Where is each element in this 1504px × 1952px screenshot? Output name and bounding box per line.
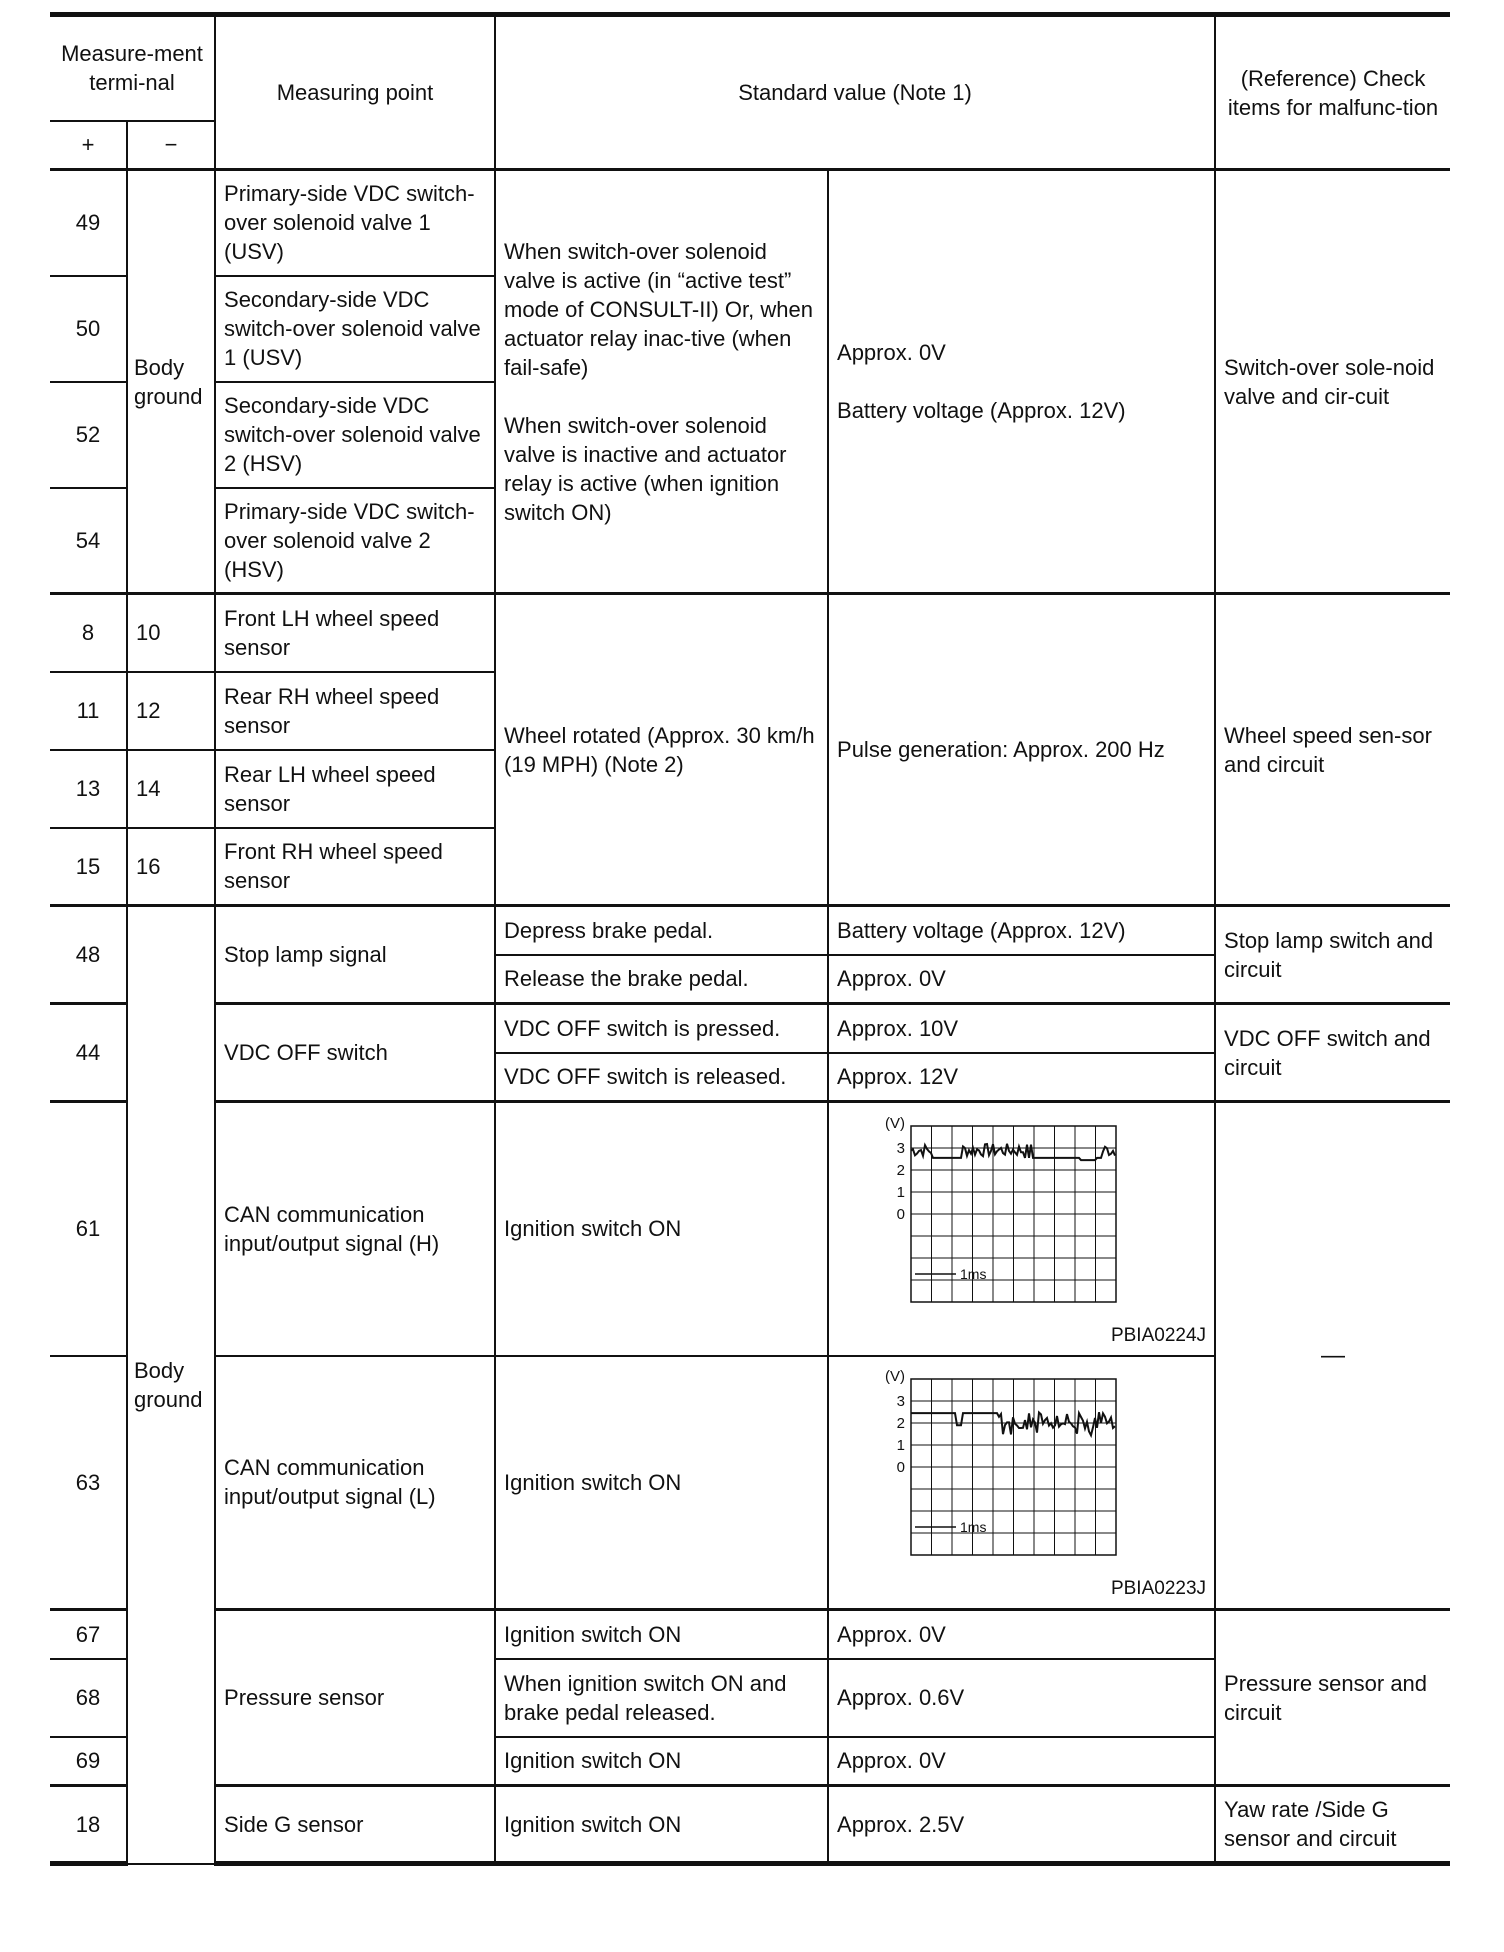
value-cell: Approx. 12V xyxy=(828,1053,1215,1102)
terminal-minus: 16 xyxy=(127,828,215,906)
measuring-point: Stop lamp signal xyxy=(215,906,495,1004)
condition-cell: Ignition switch ON xyxy=(495,1356,828,1610)
condition-cell: VDC OFF switch is released. xyxy=(495,1053,828,1102)
header-terminal: Measure-ment termi-nal xyxy=(50,15,215,121)
value-cell: Pulse generation: Approx. 200 Hz xyxy=(828,594,1215,906)
terminal-plus: 50 xyxy=(50,276,127,382)
terminal-plus: 61 xyxy=(50,1102,127,1356)
header-minus: − xyxy=(127,121,215,170)
value-cell xyxy=(828,170,1215,594)
value-cell: Approx. 0V xyxy=(828,955,1215,1004)
scope-tick-0: 0 xyxy=(896,1459,906,1477)
terminal-plus: 18 xyxy=(50,1786,127,1864)
terminal-plus: 8 xyxy=(50,594,127,672)
measuring-point: Side G sensor xyxy=(215,1786,495,1864)
scope-unit-label: (V) xyxy=(885,1369,906,1386)
figure-id: PBIA0224J xyxy=(1110,1324,1207,1346)
terminal-plus: 67 xyxy=(50,1610,127,1659)
check-item: Wheel speed sen-sor and circuit xyxy=(1215,594,1450,906)
scope-tick-0: 0 xyxy=(896,1205,906,1223)
table-row xyxy=(50,1004,1450,1053)
terminal-plus: 52 xyxy=(50,382,127,488)
check-item: Yaw rate /Side G sensor and circuit xyxy=(1215,1786,1450,1864)
condition-cell: Ignition switch ON xyxy=(495,1102,828,1356)
terminal-minus: 12 xyxy=(127,672,215,750)
can-l-waveform xyxy=(877,1369,1117,1569)
value-cell: Approx. 10V xyxy=(828,1004,1215,1053)
terminal-plus: 54 xyxy=(50,488,127,594)
condition-cell: Depress brake pedal. xyxy=(495,906,828,955)
scope-tick-2: 2 xyxy=(896,1415,906,1433)
table-row xyxy=(50,170,1450,276)
terminal-spec-table xyxy=(50,12,1450,1866)
value-cell: Approx. 2.5V xyxy=(828,1786,1215,1864)
scope-unit-label: (V) xyxy=(885,1115,906,1132)
terminal-minus: 14 xyxy=(127,750,215,828)
measuring-point: Pressure sensor xyxy=(215,1610,495,1786)
terminal-plus: 49 xyxy=(50,170,127,276)
check-item: Pressure sensor and circuit xyxy=(1215,1610,1450,1786)
waveform-cell xyxy=(828,1356,1215,1610)
scope-tick-1: 1 xyxy=(896,1183,906,1201)
value-cell: Approx. 0V xyxy=(828,1610,1215,1659)
measuring-point: Front RH wheel speed sensor xyxy=(215,828,495,906)
measuring-point: Primary-side VDC switch-over solenoid valve 2 (HSV) xyxy=(215,488,495,594)
terminal-minus: 10 xyxy=(127,594,215,672)
terminal-plus: 63 xyxy=(50,1356,127,1610)
value-cell: Battery voltage (Approx. 12V) xyxy=(828,906,1215,955)
table-row xyxy=(50,1786,1450,1864)
scope-tick-3: 3 xyxy=(896,1139,906,1157)
terminal-plus: 68 xyxy=(50,1659,127,1737)
condition-cell xyxy=(495,170,828,594)
measuring-point: Primary-side VDC switch-over solenoid valve 1 (USV) xyxy=(215,170,495,276)
scope-tick-2: 2 xyxy=(896,1161,906,1179)
header-plus: + xyxy=(50,121,127,170)
condition-cell: Release the brake pedal. xyxy=(495,955,828,1004)
table-row xyxy=(50,1610,1450,1659)
condition-inactive: When switch-over solenoid valve is inactive and actuator relay is active (when ignition switch ON) xyxy=(504,412,787,525)
measuring-point: Rear LH wheel speed sensor xyxy=(215,750,495,828)
check-item: VDC OFF switch and circuit xyxy=(1215,1004,1450,1102)
table-row xyxy=(50,594,1450,672)
measuring-point: CAN communication input/output signal (L) xyxy=(215,1356,495,1610)
measuring-point: Front LH wheel speed sensor xyxy=(215,594,495,672)
measuring-point: Secondary-side VDC switch-over solenoid valve 1 (USV) xyxy=(215,276,495,382)
measuring-point: VDC OFF switch xyxy=(215,1004,495,1102)
condition-cell: Wheel rotated (Approx. 30 km/h (19 MPH) (Note 2) xyxy=(495,594,828,906)
header-measuring-point: Measuring point xyxy=(215,15,495,170)
header-standard-value: Standard value (Note 1) xyxy=(495,15,1215,170)
value-inactive: Battery voltage (Approx. 12V) xyxy=(837,398,1126,423)
check-item: Stop lamp switch and circuit xyxy=(1215,906,1450,1004)
value-active: Approx. 0V xyxy=(837,340,946,365)
scope-tick-3: 3 xyxy=(896,1393,906,1411)
check-item: — xyxy=(1215,1102,1450,1610)
terminal-minus-ground: Body ground xyxy=(127,906,215,1864)
scope-tick-1: 1 xyxy=(896,1437,906,1455)
value-cell: Approx. 0V xyxy=(828,1737,1215,1786)
header-reference-check: (Reference) Check items for malfunc-tion xyxy=(1215,15,1450,170)
terminal-plus: 44 xyxy=(50,1004,127,1102)
measuring-point: Rear RH wheel speed sensor xyxy=(215,672,495,750)
measuring-point: Secondary-side VDC switch-over solenoid valve 2 (HSV) xyxy=(215,382,495,488)
check-item: Switch-over sole-noid valve and cir-cuit xyxy=(1215,170,1450,594)
scope-time-label: 1ms xyxy=(960,1265,987,1282)
terminal-plus: 11 xyxy=(50,672,127,750)
table-row xyxy=(50,906,1450,955)
terminal-plus: 48 xyxy=(50,906,127,1004)
terminal-plus: 13 xyxy=(50,750,127,828)
scope-time-label: 1ms xyxy=(960,1519,987,1536)
condition-cell: Ignition switch ON xyxy=(495,1786,828,1864)
condition-cell: VDC OFF switch is pressed. xyxy=(495,1004,828,1053)
table-row xyxy=(50,1102,1450,1356)
terminal-plus: 15 xyxy=(50,828,127,906)
condition-cell: When ignition switch ON and brake pedal released. xyxy=(495,1659,828,1737)
can-h-waveform xyxy=(877,1116,1117,1316)
condition-cell: Ignition switch ON xyxy=(495,1610,828,1659)
value-cell: Approx. 0.6V xyxy=(828,1659,1215,1737)
figure-id: PBIA0223J xyxy=(1110,1578,1207,1600)
condition-cell: Ignition switch ON xyxy=(495,1737,828,1786)
measuring-point: CAN communication input/output signal (H) xyxy=(215,1102,495,1356)
waveform-cell xyxy=(828,1102,1215,1356)
terminal-minus-ground: Body ground xyxy=(127,170,215,594)
condition-active: When switch-over solenoid valve is active (in “active test” mode of CONSULT-II) Or, when actuator relay inac-tive (when fail-safe) xyxy=(504,238,813,380)
terminal-plus: 69 xyxy=(50,1737,127,1786)
